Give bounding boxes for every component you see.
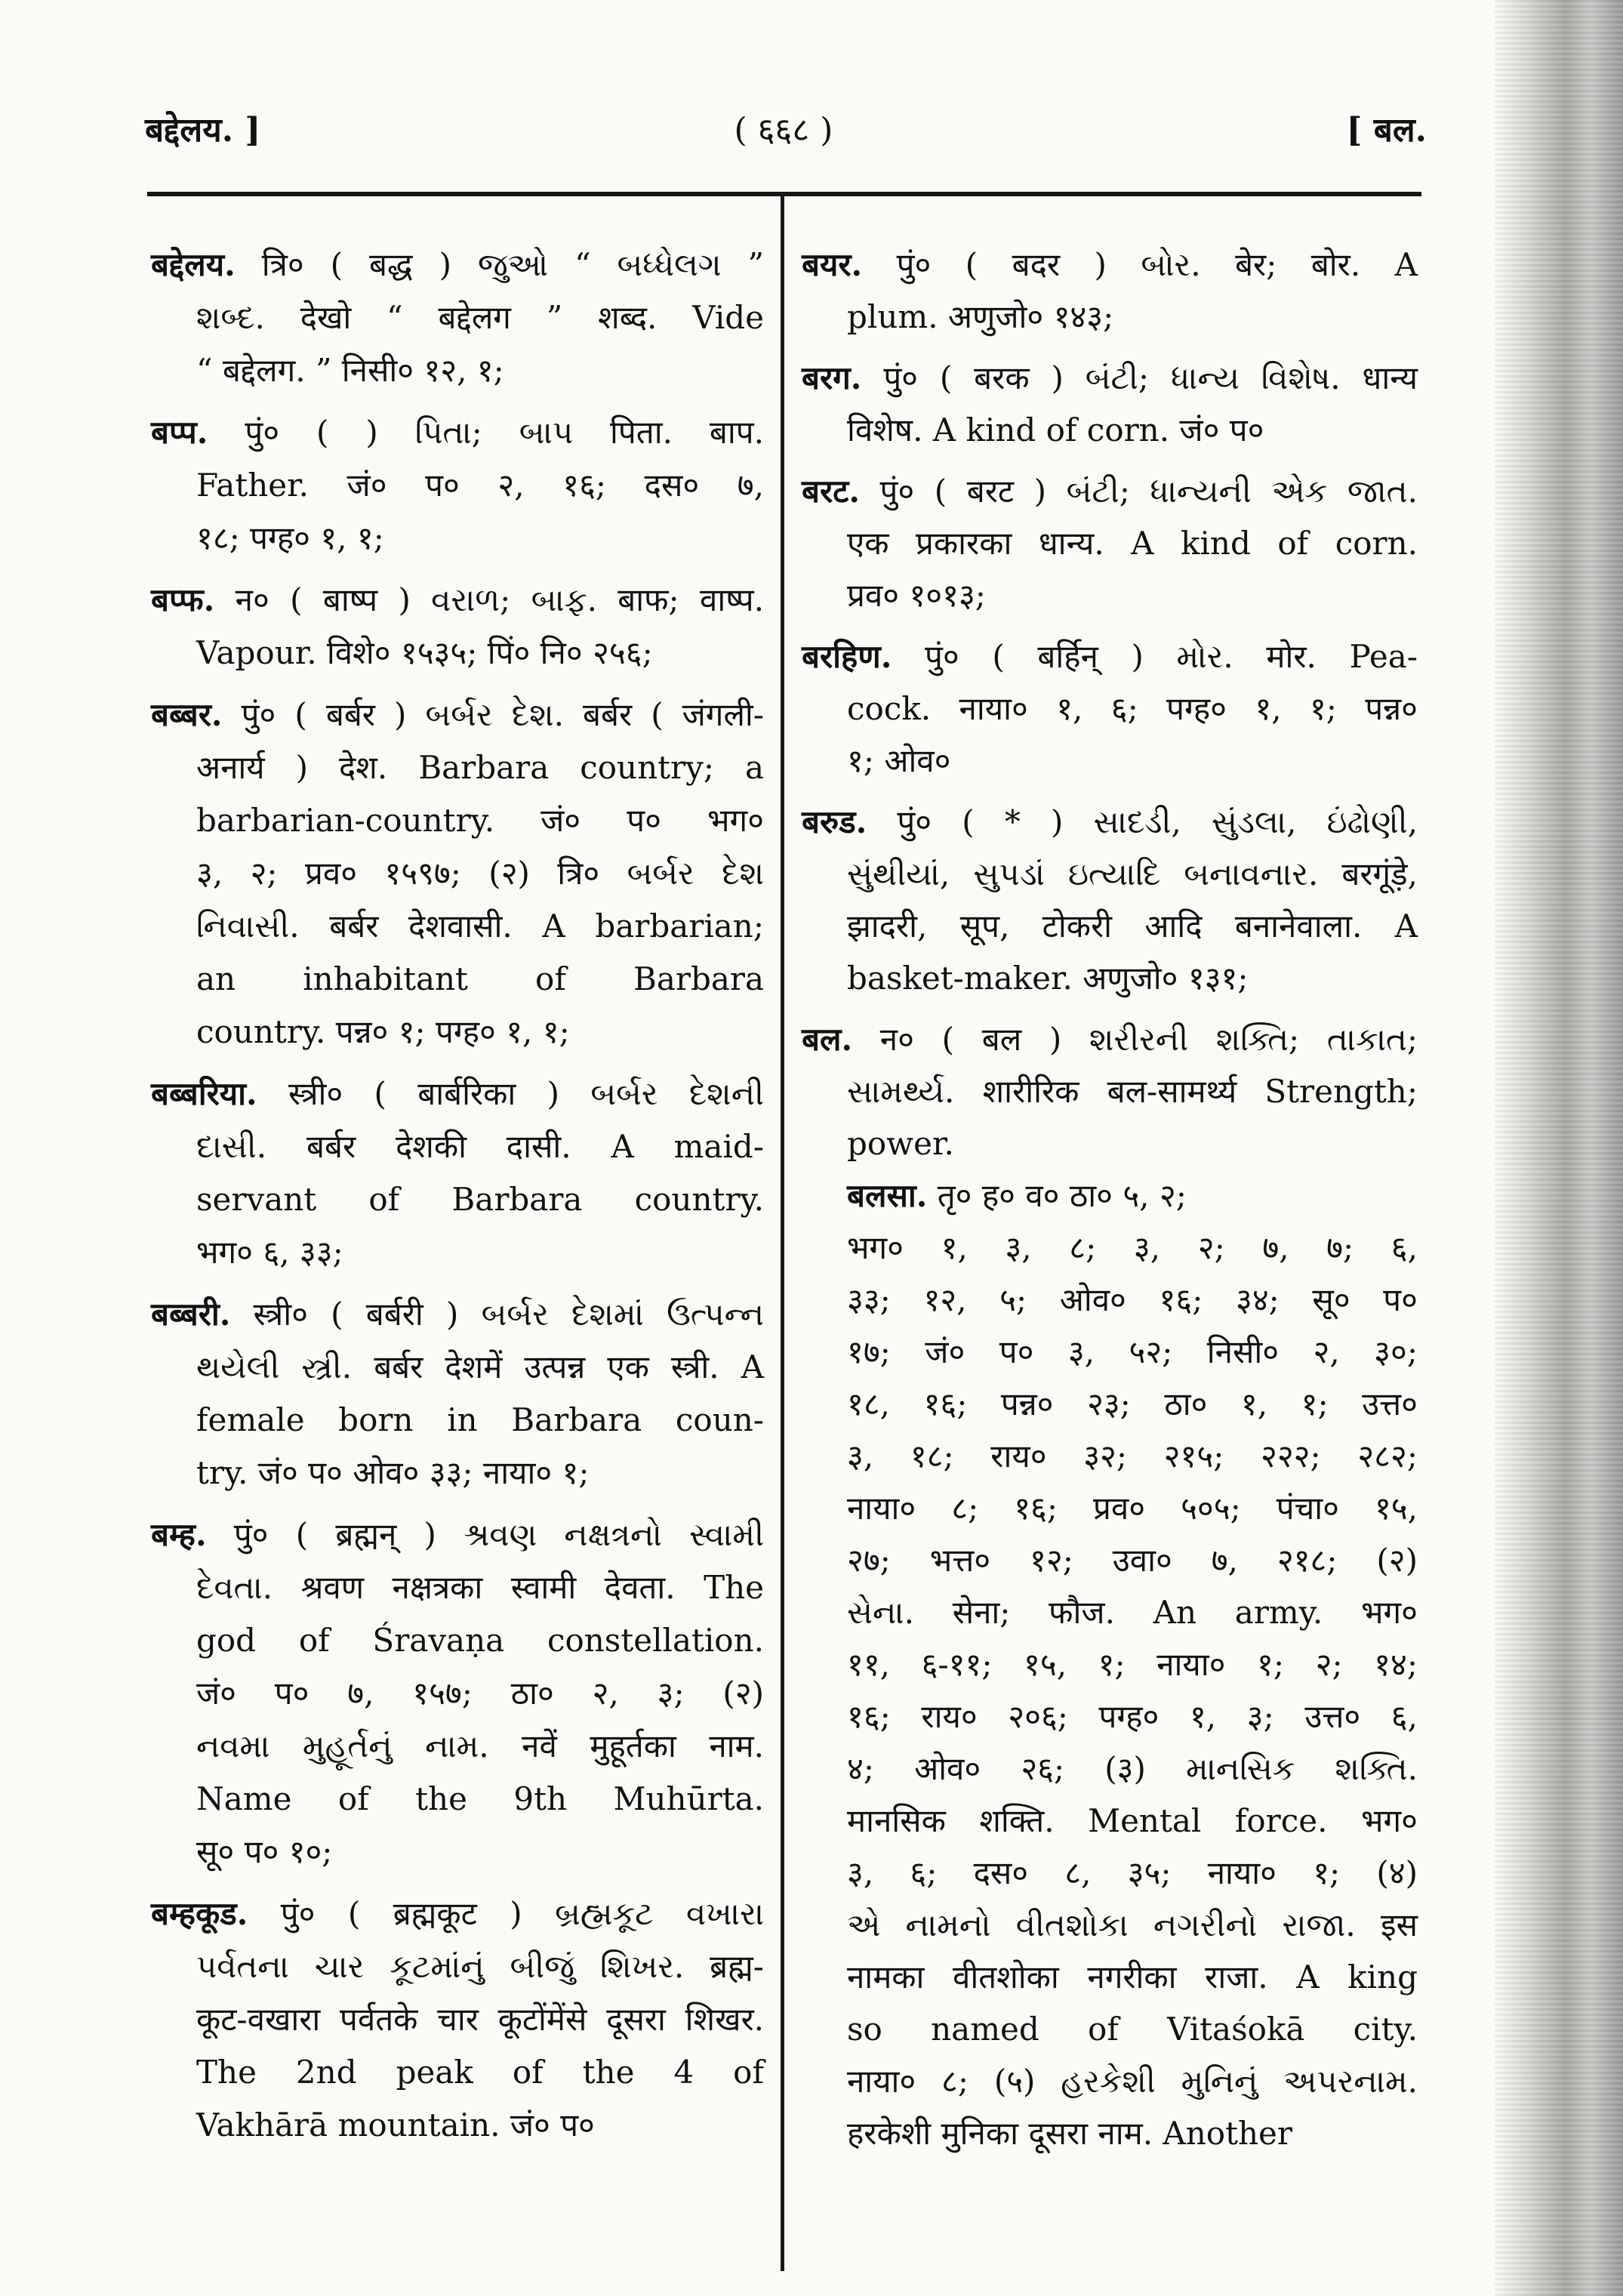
entry-line — [151, 1940, 764, 1993]
entry-line — [802, 1274, 1418, 1326]
entry-text: સુંથીયાં, સુપડાં ઇત્યાદિ બનાવનાર. बरगूंड़े, — [847, 855, 1418, 892]
entry-text: नाया० ८; (५) હરકેશી મુનિનું અપરનામ. — [847, 2063, 1418, 2100]
entry-line — [802, 735, 1418, 787]
entry-text: સેના. सेना; फौज. An army. भग० — [847, 1594, 1418, 1631]
entry-line — [802, 1534, 1418, 1586]
entry-line — [151, 1068, 764, 1120]
left-column — [151, 239, 764, 2152]
entry-text: नामका वीतशोका नगरीका राजा. A king — [847, 1959, 1418, 1996]
entry-line — [151, 406, 764, 459]
entry-text: नाया० ८; १६; प्रव० ५०५; पंचा० १५, — [847, 1490, 1418, 1527]
entry-text: દાસી. बर्बर देशकी दासी. A maid- — [196, 1128, 764, 1165]
dictionary-entry — [802, 630, 1418, 787]
entry-line — [151, 1773, 764, 1826]
entry-text: भग० १, ३, ८; ३, २; ७, ७; ६, — [847, 1229, 1418, 1266]
entry-line — [802, 1743, 1418, 1795]
entry-text: पुं० ( * ) સાદડી, સુંડલા, ઇંઢોણી, — [867, 803, 1418, 840]
entry-text: barbarian-country. जं० प० भग० — [196, 802, 764, 839]
entry-text: अनार्य ) देश. Barbara country; a — [196, 749, 764, 786]
entry-line — [151, 1667, 764, 1720]
entry-line — [151, 794, 764, 847]
entry-text: so named of Vitaśokā city. — [847, 2011, 1418, 2048]
entry-text: દેવતા. श्रवण नक्षत्रका स्वामी देवता. The — [196, 1569, 764, 1606]
dictionary-entry — [151, 406, 764, 565]
entry-text: Name of the 9th Muhūrta. — [196, 1780, 764, 1817]
entry-line — [151, 1509, 764, 1561]
entry-text: The 2nd peak of the 4 of — [196, 2054, 764, 2091]
entry-text: god of Śravaṇa constellation. — [196, 1622, 764, 1659]
entry-text: સામર્થ્ય. शारीरिक बल-सामर्थ्य Strength; — [847, 1073, 1418, 1110]
entry-line — [802, 1638, 1418, 1690]
entry-line — [151, 1826, 764, 1878]
entry-text: १८; पग्ह० १, १; — [196, 519, 384, 556]
entry-text: न० ( बाष्प ) વરાળ; બાફ. बाफ; वाष्प. — [214, 581, 764, 618]
entry-line — [802, 952, 1418, 1004]
entry-line — [802, 517, 1418, 569]
entry-text: पुं० ( बर्बर ) બર્બર દેશ. बर्बर ( जंगली- — [222, 696, 764, 733]
entry-line — [151, 1173, 764, 1226]
entry-line — [151, 1447, 764, 1499]
right-column — [802, 239, 1418, 2159]
entry-line — [151, 1226, 764, 1279]
column-divider — [781, 195, 784, 2271]
entry-text: पुं० ( बरट ) બંટી; ધાન્યની એક જાત. — [859, 473, 1418, 510]
headword: बलसा. — [847, 1177, 928, 1214]
entry-text: जं० प० ७, १५७; ठा० २, ३; (२) — [196, 1675, 764, 1712]
dictionary-entry — [802, 465, 1418, 621]
entry-text: मानसिक शक्ति. Mental force. भग० — [847, 1802, 1418, 1839]
headword: बम्हकूड. — [151, 1895, 248, 1932]
entry-line — [802, 1795, 1418, 1847]
entry-text: ३, २; प्रव० १५९७; (२) त्रि० બર્બર દેશ — [196, 855, 764, 892]
entry-line — [802, 1378, 1418, 1430]
entry-text: ३, १८; राय० ३२; २१५; २२२; २८२; — [847, 1438, 1418, 1475]
entry-line — [802, 1430, 1418, 1482]
entry-line — [151, 344, 764, 397]
entry-line — [151, 291, 764, 344]
headword: बप्फ. — [151, 581, 215, 618]
entry-text: पुं० ( बरक ) બંટી; ધાન્ય વિશેષ. धान्य — [861, 359, 1418, 396]
entry-line — [151, 574, 764, 627]
dictionary-entry — [151, 239, 764, 397]
entry-line — [802, 239, 1418, 291]
entry-line — [151, 1993, 764, 2046]
entry-text: पुं० ( ब्रह्मन् ) શ્રવણ નક્ષત્રનો સ્વામી — [206, 1516, 764, 1553]
headword: बरट. — [802, 473, 860, 510]
entry-text: ४; ओव० २६; (३) માનસિક શક્તિ. — [847, 1750, 1418, 1787]
entry-text: પર્વતના ચાર કૂટમાંનું બીજું શિખર. ब्रह्म- — [196, 1948, 764, 1985]
entry-line — [802, 900, 1418, 952]
entry-text: થયેલી સ્ત્રી. बर्बर देशमें उत्पन्न एक स्त्री. A — [196, 1348, 764, 1385]
page-number: ( ६६८ ) — [734, 111, 833, 149]
entry-line — [802, 1847, 1418, 1899]
entry-line — [151, 847, 764, 900]
entry-text: १७; जं० प० ३, ५२; निसी० २, ३०; — [847, 1333, 1418, 1370]
entry-text: ३३; १२, ५; ओव० १६; ३४; सू० प० — [847, 1281, 1418, 1318]
headword: बरहिण. — [802, 638, 892, 675]
entry-line — [151, 1720, 764, 1773]
entry-text: an inhabitant of Barbara — [196, 960, 764, 997]
entry-text: cock. नाया० १, ६; पग्ह० १, १; पन्न० — [847, 690, 1418, 727]
entry-text: स्त्री० ( बर्बरी ) બર્બર દેશમાં ઉત્પન્ન — [230, 1296, 764, 1333]
entry-line — [802, 1065, 1418, 1117]
entry-line — [802, 2003, 1418, 2055]
dictionary-entry — [151, 1888, 764, 2152]
headword: बब्बरिया. — [151, 1075, 257, 1112]
entry-text: servant of Barbara country. — [196, 1181, 764, 1218]
entry-text: एक प्रकारका धान्य. A kind of corn. — [847, 525, 1418, 562]
entry-line — [151, 627, 764, 680]
dictionary-entry — [151, 1509, 764, 1878]
entry-line — [151, 239, 764, 291]
entry-text: ११, ६-११; १५, १; नाया० १; २; १४; — [847, 1646, 1418, 1683]
entry-line — [802, 1170, 1418, 1222]
entry-line — [802, 2055, 1418, 2107]
entry-line — [802, 796, 1418, 848]
headword: बब्बरी. — [151, 1296, 231, 1333]
entry-line — [802, 1951, 1418, 2003]
entry-text: २७; भत्त० १२; उवा० ७, २१८; (२) — [847, 1542, 1418, 1579]
entry-text: ३, ६; दस० ८, ३५; नाया० १; (४) — [847, 1854, 1418, 1891]
entry-line — [151, 1394, 764, 1447]
headword: बरग. — [802, 359, 862, 396]
entry-text: पुं० ( ) પિતા; બાપ पिता. बाप. — [208, 414, 764, 451]
entry-line — [151, 689, 764, 741]
entry-text: power. — [847, 1125, 954, 1162]
entry-text: નવમા મુહૂર્તનું નામ. नवें मुहूर्तका नाम. — [196, 1727, 764, 1764]
entry-text: स्त्री० ( बार्बरिका ) બર્બર દેશની — [257, 1075, 764, 1112]
headword: बप्प. — [151, 414, 208, 451]
entry-text: पुं० ( बदर ) બોર. बेर; बोर. A — [862, 246, 1418, 283]
dictionary-entry — [151, 1288, 764, 1499]
entry-line — [802, 465, 1418, 517]
entry-line — [802, 1899, 1418, 1951]
entry-text: એ નામનો વીતશોકા નગરીનો રાજા. इस — [847, 1906, 1418, 1943]
headword: बद्देलय. — [151, 246, 236, 283]
entry-text: त्रि० ( बद्ध ) જુઓ “ બધ્ધેલગ ” — [235, 246, 764, 283]
entry-line — [802, 683, 1418, 735]
entry-line — [151, 1120, 764, 1173]
entry-line — [802, 1586, 1418, 1638]
entry-text: तृ० ह० व० ठा० ५, २; — [927, 1177, 1187, 1214]
headword: बम्ह. — [151, 1516, 207, 1553]
entry-line — [802, 1690, 1418, 1743]
running-head-last-word: [ बल. — [1346, 111, 1427, 149]
entry-line — [151, 741, 764, 794]
entry-line — [151, 1561, 764, 1614]
entry-text: Vakhārā mountain. जं० प० — [196, 2106, 595, 2143]
headword: बब्बर. — [151, 696, 223, 733]
entry-text: १६; राय० २०६; पग्ह० १, ३; उत्त० ६, — [847, 1698, 1418, 1735]
entry-text: Father. जं० प० २, १६; दस० ७, — [196, 467, 764, 504]
entry-text: झादरी, सूप, टोकरी आदि बनानेवाला. A — [847, 908, 1418, 945]
scan-edge-texture — [1495, 0, 1623, 2296]
entry-text: हरकेशी मुनिका दूसरा नाम. Another — [847, 2115, 1292, 2152]
entry-line — [151, 953, 764, 1006]
dictionary-entry — [151, 689, 764, 1059]
entry-text: न० ( बल ) શરીરની શક્તિ; તાકાત; — [852, 1021, 1418, 1058]
entry-line — [151, 2046, 764, 2099]
entry-line — [151, 512, 764, 565]
entry-text: पुं० ( ब्रह्मकूट ) બ્રહ્મકૂટ વખારા — [248, 1895, 764, 1932]
entry-text: १; ओव० — [847, 742, 951, 779]
dictionary-entry — [802, 796, 1418, 1004]
entry-line — [802, 2107, 1418, 2159]
entry-text: सू० प० १०; — [196, 1833, 333, 1870]
entry-line — [802, 848, 1418, 900]
entry-line — [151, 1614, 764, 1667]
entry-text: try. जं० प० ओव० ३३; नाया० १; — [196, 1454, 590, 1491]
entry-text: Vapour. विशे० १५३५; पिं० नि० २५६; — [196, 634, 653, 671]
running-head-first-word: बद्देलय. ] — [145, 111, 261, 149]
entry-line — [151, 1288, 764, 1341]
entry-line — [151, 459, 764, 512]
entry-line — [802, 630, 1418, 683]
header-rule — [147, 192, 1421, 196]
entry-line — [802, 1482, 1418, 1534]
entry-text: plum. अणुजो० १४३; — [847, 298, 1114, 335]
dictionary-entry — [802, 352, 1418, 456]
headword: बरुड. — [802, 803, 867, 840]
entry-line — [802, 1013, 1418, 1065]
entry-line — [802, 291, 1418, 343]
entry-line — [802, 352, 1418, 404]
entry-text: पुं० ( बर्हिन् ) મોર. मोर. Pea- — [892, 638, 1418, 675]
entry-text: १८, १६; पन्न० २३; ठा० १, १; उत्त० — [847, 1385, 1418, 1422]
entry-text: basket-maker. अणुजो० १३१; — [847, 960, 1249, 997]
entry-text: country. पन्न० १; पग्ह० १, १; — [196, 1013, 570, 1050]
entry-line — [151, 900, 764, 953]
entry-text: નિવાસી. बर्बर देशवासी. A barbarian; — [196, 908, 764, 945]
entry-line — [802, 404, 1418, 456]
dictionary-entry — [802, 1013, 1418, 2159]
dictionary-entry — [151, 574, 764, 680]
entry-text: विशेष. A kind of corn. जं० प० — [847, 411, 1264, 448]
entry-text: कूट-वखारा पर्वतके चार कूटोंमेंसे दूसरा शिखर. — [196, 2001, 764, 2038]
entry-line — [802, 1117, 1418, 1170]
entry-line — [151, 1888, 764, 1940]
entry-text: female born in Barbara coun- — [196, 1401, 764, 1438]
entry-line — [151, 1006, 764, 1059]
entry-line — [802, 569, 1418, 621]
entry-text: શબ્દ. देखो “ बद्देलग ” शब्द. Vide — [196, 299, 764, 336]
dictionary-entry — [151, 1068, 764, 1279]
entry-line — [802, 1326, 1418, 1378]
entry-text: “ बद्देलग. ” निसी० १२, १; — [196, 352, 504, 389]
entry-line — [802, 1222, 1418, 1274]
entry-line — [151, 2099, 764, 2152]
headword: बल. — [802, 1021, 853, 1058]
entry-line — [151, 1341, 764, 1394]
entry-text: प्रव० १०१३; — [847, 577, 986, 614]
dictionary-entry — [802, 239, 1418, 343]
headword: बयर. — [802, 246, 863, 283]
entry-text: भग० ६, ३३; — [196, 1234, 343, 1271]
